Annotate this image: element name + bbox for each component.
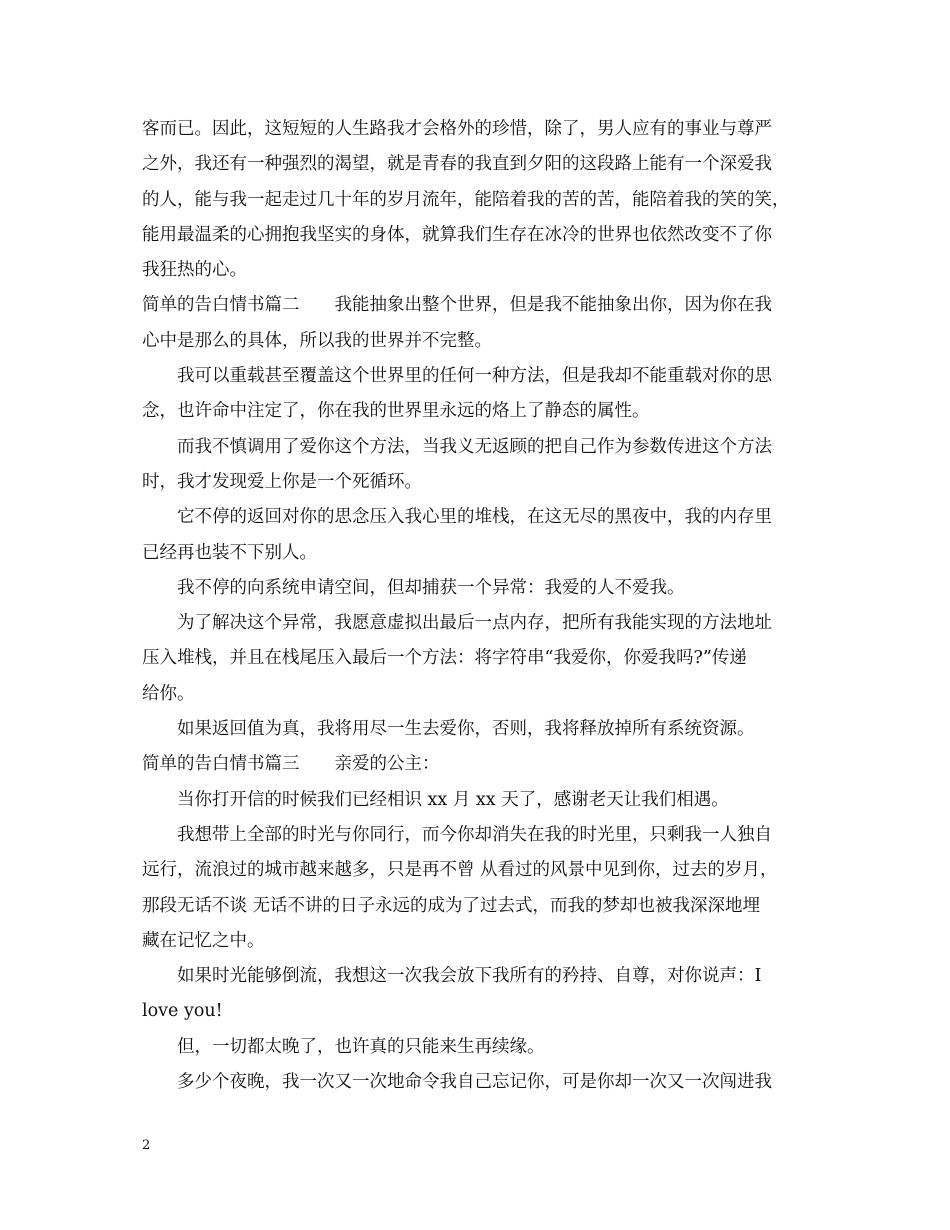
page-number: 2 (142, 1138, 151, 1153)
text-line: 之外，我还有一种强烈的渴望，就是青春的我直到夕阳的这段路上能有一个深爱我 (142, 154, 772, 175)
text-line: 压入堆栈，并且在栈尾压入最后一个方法：将字符串“我爱你，你爱我吗?”传递 (142, 648, 747, 669)
text-line: 已经再也装不下别人。 (142, 542, 317, 563)
text-line: 而我不慎调用了爱你这个方法，当我义无返顾的把自己作为参数传进这个方法 (177, 436, 772, 457)
text-line: 心中是那么的具体，所以我的世界并不完整。 (142, 330, 492, 351)
text-line: 我想带上全部的时光与你同行，而今你却消失在我的时光里，只剩我一人独自 (177, 824, 772, 845)
text-line: 多少个夜晚，我一次又一次地命令我自己忘记你，可是你却一次又一次闯进我 (177, 1072, 772, 1093)
text-line: 它不停的返回对你的思念压入我心里的堆栈，在这无尽的黑夜中，我的内存里 (177, 507, 772, 528)
body-text (142, 112, 832, 1100)
text-line: 如果返回值为真，我将用尽一生去爱你，否则，我将释放掉所有系统资源。 (177, 719, 755, 740)
text-line: 客而已。因此，这短短的人生路我才会格外的珍惜，除了，男人应有的事业与尊严 (142, 119, 772, 139)
text-line: 给你。 (142, 683, 195, 704)
text-line: 藏在记忆之中。 (142, 930, 265, 951)
text-line: 简单的告白情书篇三 亲爱的公主： (142, 754, 440, 775)
text-line: 念，也许命中注定了，你在我的世界里永远的烙上了静态的属性。 (142, 401, 650, 422)
text-line: 的人，能与我一起走过几十年的岁月流年，能陪着我的苦的苦，能陪着我的笑的笑， (142, 189, 790, 210)
text-line: 远行，流浪过的城市越来越多，只是再不曾 从看过的风景中见到你，过去的岁月， (142, 860, 778, 881)
text-line: 但，一切都太晚了，也许真的只能来生再续缘。 (177, 1036, 545, 1057)
text-line: 那段无话不谈 无话不讲的日子永远的成为了过去式，而我的梦却也被我深深地埋 (142, 895, 761, 916)
text-line: 能用最温柔的心拥抱我坚实的身体，就算我们生存在冰冷的世界也依然改变不了你 (142, 224, 772, 245)
text-line: 当你打开信的时候我们已经相识 xx 月 xx 天了，感谢老天让我们相遇。 (177, 789, 729, 810)
text-line: 时，我才发现爱上你是一个死循环。 (142, 471, 422, 492)
text-line: love you! (142, 1001, 223, 1022)
text-line: 我不停的向系统申请空间，但却捕获一个异常：我爱的人不爱我。 (177, 577, 685, 598)
text-line: 我可以重载甚至覆盖这个世界里的任何一种方法，但是我却不能重载对你的思 (177, 366, 772, 387)
text-line: 简单的告白情书篇二 我能抽象出整个世界，但是我不能抽象出你，因为你在我 (142, 295, 772, 316)
text-line: 如果时光能够倒流，我想这一次我会放下我所有的矜持、自尊，对你说声：I (177, 966, 762, 987)
text-line: 为了解决这个异常，我愿意虚拟出最后一点内存，把所有我能实现的方法地址 (177, 613, 772, 634)
text-line: 我狂热的心。 (142, 260, 247, 281)
